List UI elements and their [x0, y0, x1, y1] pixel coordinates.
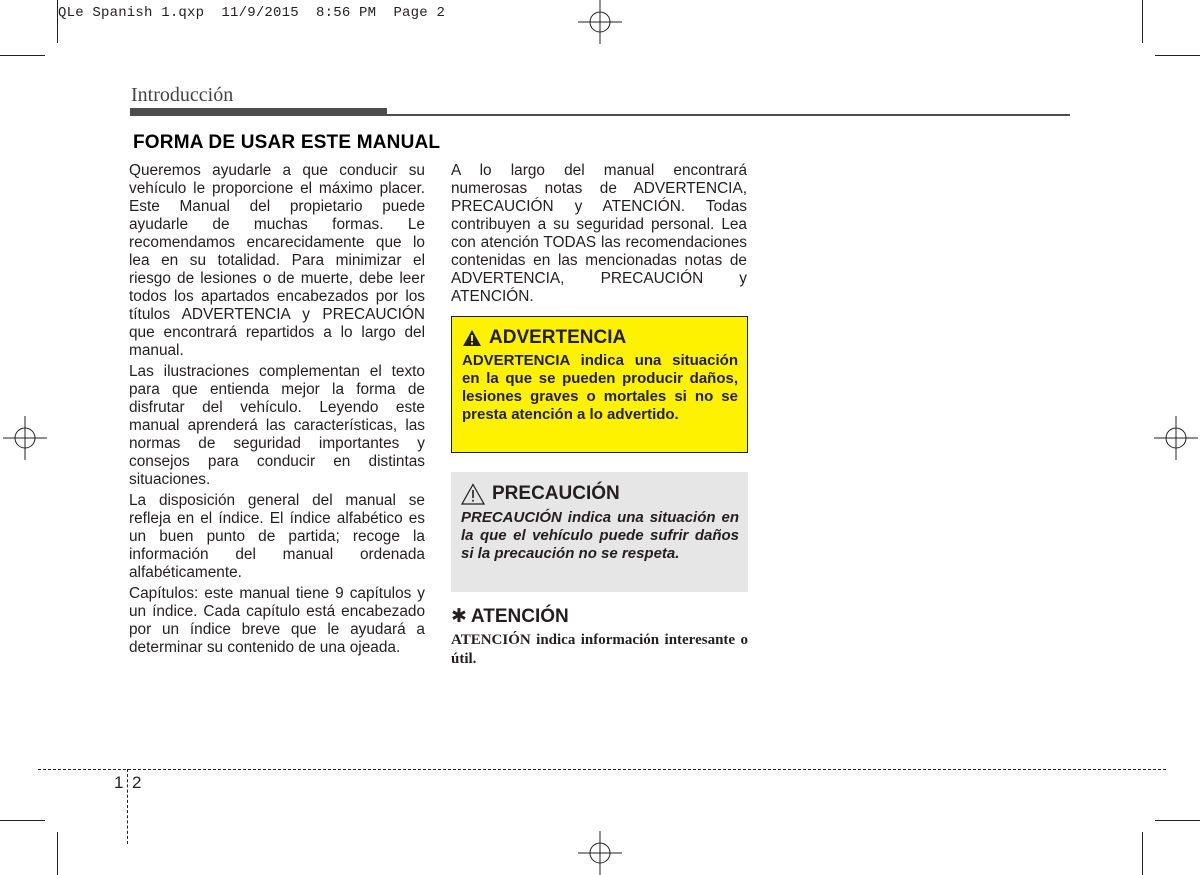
warning-triangle-icon: [462, 329, 482, 347]
paragraph: La disposición general del manual se refleja en el índice. El índice alfabético es un buen punto de partida; recoge la información del manual ordenada alfabéticamente.: [129, 492, 425, 581]
right-column: [451, 162, 747, 309]
footer-rule: [38, 769, 1166, 770]
paragraph: Las ilustraciones complementan el texto para que entienda mejor la forma de disfrutar del vehículo. Leyendo este manual aprenderá las características, las normas de seguridad importantes y consejos para conducir en distintas situaciones.: [129, 363, 425, 488]
warning-heading: ADVERTENCIA: [489, 327, 627, 348]
page-title: FORMA DE USAR ESTE MANUAL: [133, 132, 441, 153]
asterisk-icon: ✱: [451, 606, 467, 627]
crop-mark: [57, 832, 58, 875]
crop-mark: [1155, 55, 1200, 56]
header-rule-thin: [387, 114, 1070, 116]
warning-heading-row: [462, 327, 738, 349]
caution-heading-row: [461, 483, 739, 505]
left-column: [129, 162, 425, 660]
crop-mark: [0, 820, 45, 821]
header-rule-thick: [130, 108, 387, 116]
crop-mark: [1142, 0, 1143, 43]
caution-triangle-icon: [461, 483, 485, 505]
crop-mark: [1155, 820, 1200, 821]
note-heading-row: [451, 605, 569, 628]
registration-mark-icon: [578, 831, 622, 875]
chapter-number: 1: [114, 773, 124, 792]
warning-text: ADVERTENCIA indica una situación en la que se pueden producir daños, lesiones graves o mortales si no se presta atención a lo advertido.: [462, 352, 738, 423]
note-heading: ATENCIÓN: [470, 605, 569, 627]
print-slug: QLe Spanish 1.qxp 11/9/2015 8:56 PM Page 2: [58, 5, 446, 21]
paragraph: Capítulos: este manual tiene 9 capítulos y un índice. Cada capítulo está encabezado por un índice breve que le ayudará a determinar su contenido de una ojeada.: [129, 585, 425, 656]
warning-box: [451, 316, 748, 453]
registration-mark-icon: [578, 0, 622, 44]
caution-text: PRECAUCIÓN indica una situación en la que el vehículo puede sufrir daños si la precaución no se respeta.: [461, 509, 739, 562]
page-number: 2: [132, 773, 142, 792]
crop-mark: [57, 0, 58, 43]
caution-heading: PRECAUCIÓN: [492, 483, 620, 504]
crop-mark: [0, 55, 45, 56]
section-header: Introducción: [131, 84, 234, 106]
paragraph: Queremos ayudarle a que conducir su vehículo le proporcione el máximo placer. Este Manual del propietario puede ayudarle de muchas formas. Le recomendamos encarecidamente que lo lea en su totalidad. Para minimizar el riesgo de lesiones o de muerte, debe leer todos los apartados encabezados por los títulos ADVERTENCIA y PRECAUCIÓN que encontrará repartidos a lo largo del manual.: [129, 162, 425, 359]
registration-mark-icon: [1154, 416, 1198, 460]
note-text: ATENCIÓN indica información interesante o útil.: [451, 632, 748, 667]
caution-box: [451, 472, 748, 592]
crop-mark: [1142, 832, 1143, 875]
paragraph: A lo largo del manual encontrará numerosas notas de ADVERTENCIA, PRECAUCIÓN y ATENCIÓN. Todas contribuyen a su seguridad personal. Lea con atención TODAS las recomendaciones contenidas en las mencionadas notas de ADVERTENCIA, PRECAUCIÓN y ATENCIÓN.: [451, 162, 747, 305]
footer-divider: [127, 769, 128, 844]
registration-mark-icon: [3, 416, 47, 460]
